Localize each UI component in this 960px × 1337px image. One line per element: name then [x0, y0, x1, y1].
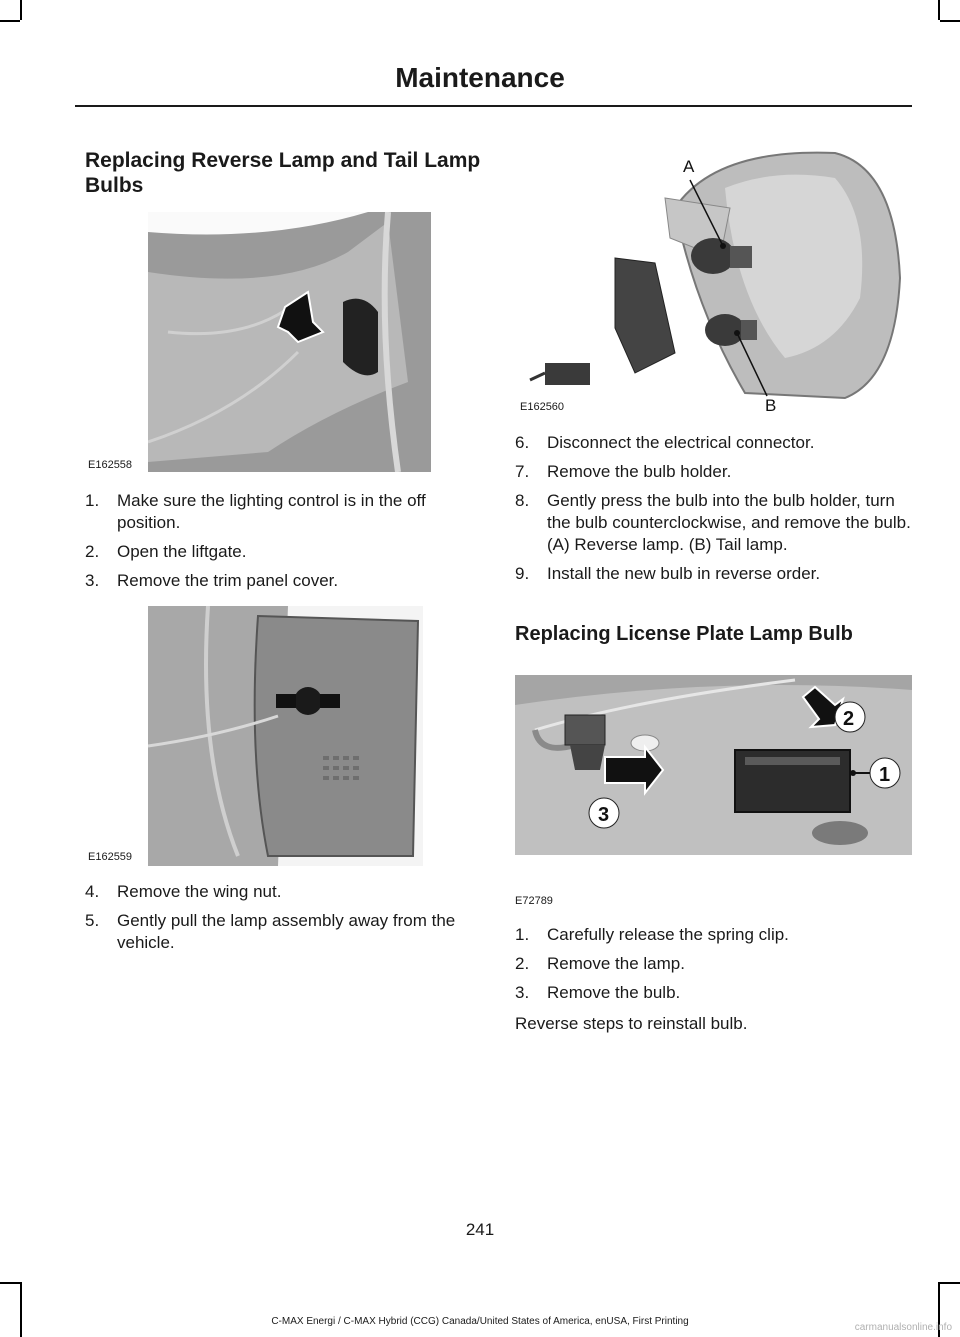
list-item [515, 953, 915, 975]
crop-mark-bottom-left-v [20, 1282, 22, 1337]
step-text: Gently press the bulb into the bulb holder, turn the bulb counterclockwise, and remove the bulb. (A) Reverse lamp. (B) Tail lamp. [547, 491, 911, 554]
figure-wing-nut [148, 606, 423, 866]
step-text: Disconnect the electrical connector. [547, 433, 815, 452]
figure-tail-lamp-assembly [515, 148, 910, 413]
crop-mark-bottom-left-h [0, 1282, 20, 1284]
crop-mark-top-left-h [0, 20, 20, 22]
step-number: 3. [85, 571, 100, 590]
list-item [515, 924, 915, 946]
step-text: Make sure the lighting control is in the off position. [117, 491, 426, 532]
step-number: 7. [515, 462, 530, 481]
figure-id-e162560: E162560 [520, 401, 565, 413]
figure-id-e162558: E162558 [88, 459, 133, 471]
figure-id-e162559: E162559 [88, 851, 133, 863]
step-number: 1. [515, 925, 530, 944]
crop-mark-top-right-h [940, 20, 960, 22]
callout-number-3: 3 [598, 804, 610, 826]
step-text: Carefully release the spring clip. [547, 925, 789, 944]
step-number: 6. [515, 433, 530, 452]
header-divider [75, 105, 912, 107]
figure-id-e72789: E72789 [515, 895, 553, 907]
page-number: 241 [465, 1220, 495, 1239]
list-item [515, 982, 915, 1004]
callout-number-1: 1 [879, 764, 891, 786]
footer-text: C-MAX Energi / C-MAX Hybrid (CCG) Canada/United States of America, enUSA, First Printing [271, 1316, 689, 1327]
step-text: Install the new bulb in reverse order. [547, 564, 821, 583]
list-item [515, 490, 915, 556]
step-text: Remove the lamp. [547, 954, 685, 973]
step-text: Remove the bulb. [547, 983, 681, 1002]
steps-list-4-5 [85, 881, 475, 961]
step-text: Open the liftgate. [117, 542, 247, 561]
figure-license-plate-lamp [515, 675, 912, 855]
list-item [85, 881, 475, 903]
crop-mark-top-right-v [938, 0, 940, 20]
step-number: 1. [85, 491, 100, 510]
section-title-license-plate: Replacing License Plate Lamp Bulb [515, 623, 853, 645]
list-item [85, 541, 475, 563]
step-number: 2. [515, 954, 530, 973]
steps-list-1-3 [85, 490, 475, 599]
closing-text: Reverse steps to reinstall bulb. [515, 1014, 748, 1033]
step-number: 2. [85, 542, 100, 561]
steps-list-6-9 [515, 432, 915, 592]
step-number: 9. [515, 564, 530, 583]
list-item [85, 910, 475, 954]
callout-label-b: B [765, 396, 777, 413]
step-text: Remove the wing nut. [117, 882, 282, 901]
step-text: Gently pull the lamp assembly away from the vehicle. [117, 911, 456, 952]
crop-mark-top-left-v [20, 0, 22, 20]
step-number: 3. [515, 983, 530, 1002]
page-header-title: Maintenance [395, 62, 565, 93]
figure-liftgate-panel [148, 212, 431, 472]
list-item [85, 490, 475, 534]
crop-mark-bottom-right-h [940, 1282, 960, 1284]
callout-label-a: A [683, 157, 695, 176]
step-number: 5. [85, 911, 100, 930]
list-item [515, 563, 915, 585]
steps-list-license [515, 924, 915, 1011]
step-text: Remove the trim panel cover. [117, 571, 339, 590]
list-item [515, 461, 915, 483]
step-number: 4. [85, 882, 100, 901]
list-item [85, 570, 475, 592]
watermark: carmanualsonline.info [854, 1322, 952, 1333]
list-item [515, 432, 915, 454]
callout-number-2: 2 [843, 708, 855, 730]
step-number: 8. [515, 491, 530, 510]
step-text: Remove the bulb holder. [547, 462, 732, 481]
section-title-reverse-tail: Replacing Reverse Lamp and Tail Lamp Bulbs [85, 149, 481, 197]
